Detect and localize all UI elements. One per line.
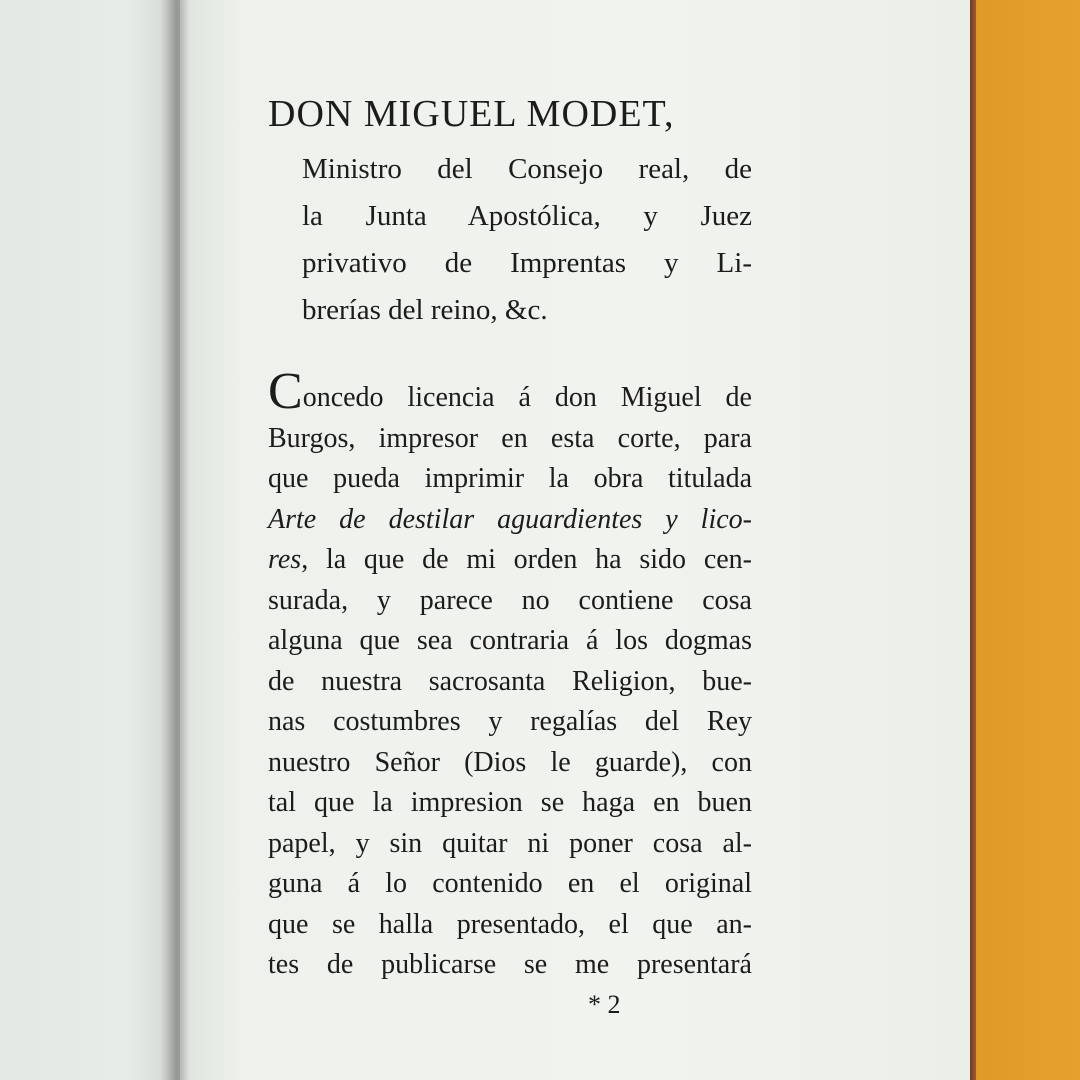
body-line: guna á lo contenido en el original [268,868,752,899]
page-text-block [268,82,752,986]
left-page [0,0,182,1080]
signature-mark: * 2 [588,990,621,1019]
body-line: papel, y sin quitar ni poner cosa al- [268,827,752,859]
body-line: de nuestra sacrosanta Religion, bue- [268,665,752,697]
body-line-text: , la que de mi orden ha sido cen- [301,544,752,575]
body-line: tal que la impresion se haga en buen [268,787,752,818]
book-title-line: Arte de destilar aguardientes y lico- [268,503,752,535]
subheading-line: la Junta Apostólica, y Juez [302,200,752,232]
book-gutter [160,0,190,1080]
page-heading: DON MIGUEL MODET, [268,93,675,135]
body-line: nuestro Señor (Dios le guarde), con [268,746,752,778]
license-body-text [268,363,752,986]
body-line [268,540,752,581]
body-line-text: oncedo licencia á don Miguel de [302,382,752,413]
drop-cap: C [268,363,303,420]
body-line: Burgos, impresor en esta corte, para [268,422,752,454]
body-line: que pueda imprimir la obra titulada [268,463,752,494]
body-line: que se halla presentado, el que an- [268,908,752,940]
book-title-end: res [268,544,302,575]
body-line: surada, y parece no contiene cosa [268,584,752,616]
subheading-line: privativo de Imprentas y Li- [302,247,752,279]
body-line [268,363,752,420]
body-line: tes de publicarse se me presentará [268,949,752,980]
body-line: nas costumbres y regalías del Rey [268,706,752,737]
title-subheading [302,146,752,334]
subheading-line: brerías del reino, &c. [302,294,548,326]
body-line: alguna que sea contraria á los dogmas [268,625,752,656]
book-cover-edge [970,0,976,1080]
subheading-line: Ministro del Consejo real, de [302,153,752,185]
